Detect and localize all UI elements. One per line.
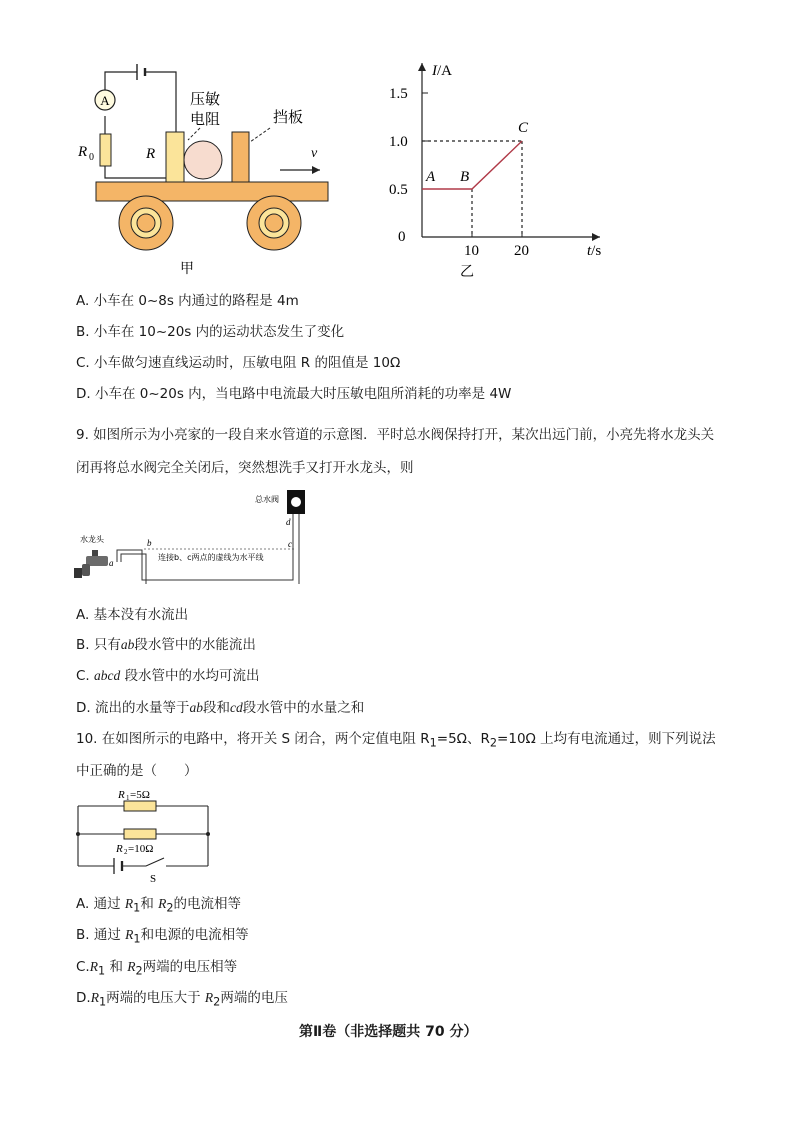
x-axis-label: t/s (587, 243, 602, 259)
svg-text:c: c (288, 539, 292, 549)
q8-option-b: B. 小车在 10~20s 内的运动状态发生了变化 (76, 324, 345, 340)
caption-jia: 甲 (180, 261, 194, 277)
pressure-resistor (166, 132, 184, 182)
svg-text:R: R (116, 843, 123, 855)
q9-option-d: D. 流出的水量等于ab段和cd段水管中的水量之和 (76, 700, 365, 716)
y-axis-label: I/A (432, 63, 452, 79)
series-line-current (422, 141, 522, 189)
svg-text:=10Ω: =10Ω (128, 843, 154, 855)
origin-label: 0 (398, 229, 406, 245)
svg-text:R: R (78, 144, 88, 160)
svg-text:总水阀: 总水阀 (255, 495, 279, 504)
cart-wheel (247, 196, 301, 250)
resistor-r2 (124, 829, 156, 839)
q10-stem-line1: 10. 在如图所示的电路中，将开关 S 闭合，两个定值电阻 $R_1=5\Omega$、$R_2=10\Omega$ 上均有电流通过，则下列说法 (76, 731, 716, 750)
point-label-b: B (460, 169, 470, 185)
q8-option-a: A. 小车在 0~8s 内通过的路程是 4m (76, 293, 299, 309)
y-tick-label: 1.0 (389, 134, 408, 150)
svg-text:=5Ω: =5Ω (130, 789, 150, 801)
svg-text:1: 1 (126, 794, 130, 802)
y-tick-label: 0.5 (389, 182, 408, 198)
figure-yi-chart (380, 55, 630, 285)
figure-circuit (70, 786, 220, 886)
ball (184, 141, 222, 179)
section-title: 第Ⅱ卷（非选择题共 70 分） (299, 1024, 478, 1040)
cart-body (96, 182, 328, 201)
q10-option-c: $C.R_1$ 和 $R_2$两端的电压相等 (76, 959, 238, 978)
y-tick-label: 1.5 (389, 86, 408, 102)
baffle (232, 132, 249, 182)
svg-text:d: d (286, 517, 291, 527)
svg-text:水龙头: 水龙头 (80, 535, 104, 544)
q10-option-a: A. 通过 $R_1$和 $R_2$的电流相等 (76, 896, 242, 915)
svg-text:挡板: 挡板 (273, 108, 304, 126)
r0-resistor (100, 134, 111, 166)
x-tick-label: 10 (464, 243, 479, 259)
q10-option-d: $D.R_1$两端的电压大于 $R_2$两端的电压 (76, 990, 288, 1009)
point-label-a: A (426, 169, 436, 185)
svg-text:v: v (311, 146, 318, 161)
resistor-r1 (124, 801, 156, 811)
q9-stem: 9. 如图所示为小亮家的一段自来水管道的示意图．平时总水阀保持打开，某次出远门前，小亮先将水龙头关闭再将总水阀完全关闭后，突然想洗手又打开水龙头，则 (76, 427, 715, 476)
svg-text:S: S (150, 873, 157, 885)
svg-text:连接b、c两点的虚线为水平线: 连接b、c两点的虚线为水平线 (158, 553, 264, 562)
svg-text:A: A (100, 93, 110, 108)
point-label-c: C (518, 120, 529, 136)
q10-stem-line2: 中正确的是（ ） (76, 763, 198, 779)
x-tick-label: 20 (514, 243, 529, 259)
svg-text:电阻: 电阻 (190, 110, 221, 128)
svg-text:a: a (109, 558, 114, 568)
svg-text:0: 0 (89, 152, 94, 163)
q9-option-b: B. 只有ab段水管中的水能流出 (76, 637, 256, 653)
caption-yi: 乙 (460, 264, 474, 280)
figure-water-pipe (72, 484, 322, 584)
y-axis-arrow (418, 63, 426, 71)
q9-option-c: C. abcd 段水管中的水均可流出 (76, 668, 260, 684)
figure-jia (70, 60, 340, 280)
q8-option-c: C. 小车做匀速直线运动时，压敏电阻 R 的阻值是 10Ω (76, 355, 401, 371)
svg-text:b: b (147, 538, 152, 548)
svg-text:R: R (118, 789, 125, 801)
svg-text:压敏: 压敏 (190, 90, 221, 108)
cart-wheel (119, 196, 173, 250)
faucet (74, 550, 108, 578)
q9-option-a: A. 基本没有水流出 (76, 607, 189, 623)
svg-text:2: 2 (124, 848, 128, 856)
x-axis-arrow (592, 233, 600, 241)
q10-option-b: B. 通过 $R_1$和电源的电流相等 (76, 927, 249, 946)
svg-text:R: R (146, 146, 156, 162)
q8-option-d: D. 小车在 0~20s 内，当电路中电流最大时压敏电阻所消耗的功率是 4W (76, 386, 512, 402)
